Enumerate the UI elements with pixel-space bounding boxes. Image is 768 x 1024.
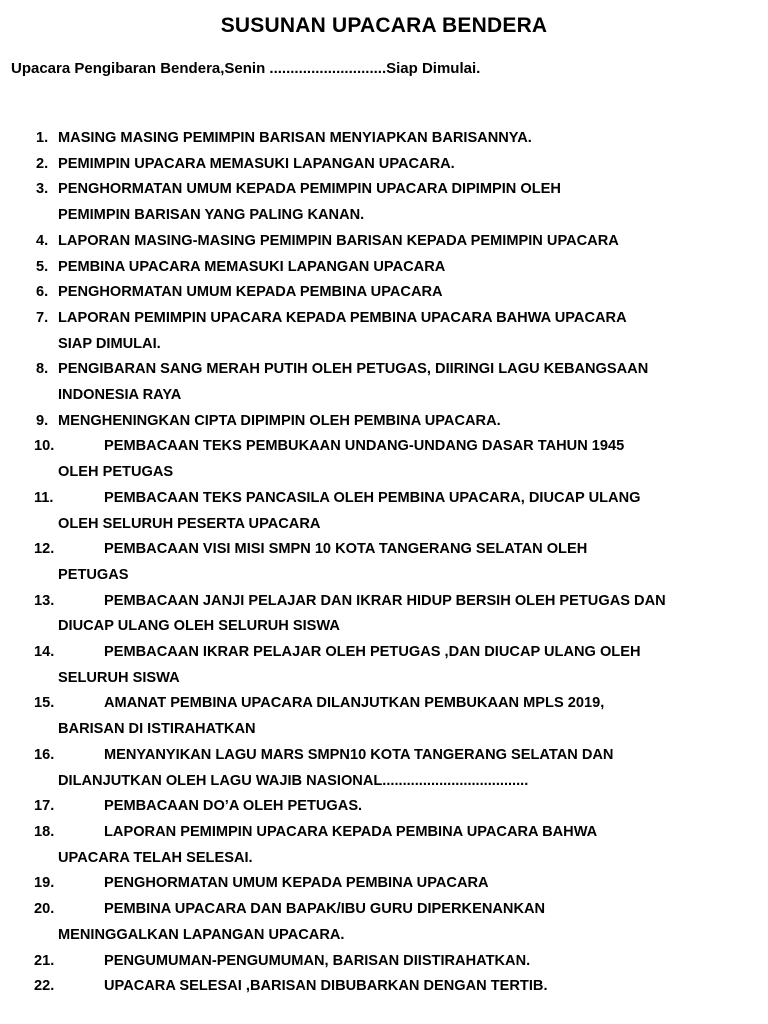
list-item <box>0 280 768 306</box>
step-number: 4. <box>36 232 49 249</box>
step-number: 21. <box>34 952 55 969</box>
step-number: 14. <box>34 644 55 661</box>
step-text: UPACARA SELESAI ,BARISAN DIBUBARKAN DENGAN TERTIB. <box>104 978 548 995</box>
list-item <box>0 897 768 948</box>
step-number: 6. <box>36 284 49 301</box>
page-title: SUSUNAN UPACARA BENDERA <box>220 14 548 37</box>
step-text: PEMBACAAN TEKS PANCASILA OLEH PEMBINA UPACARA, DIUCAP ULANG <box>104 489 641 506</box>
step-text-continued: OLEH SELURUH PESERTA UPACARA <box>58 515 321 532</box>
step-text: LAPORAN PEMIMPIN UPACARA KEPADA PEMBINA UPACARA BAHWA UPACARA <box>58 309 627 326</box>
step-text: PENGHORMATAN UMUM KEPADA PEMIMPIN UPACARA DIPIMPIN OLEH <box>58 181 561 198</box>
step-number: 18. <box>34 823 55 840</box>
step-text: PEMBACAAN DO’A OLEH PETUGAS. <box>104 798 363 815</box>
step-text: AMANAT PEMBINA UPACARA DILANJUTKAN PEMBUKAAN MPLS 2019, <box>104 695 605 712</box>
step-text-continued: DILANJUTKAN OLEH LAGU WAJIB NASIONAL.................................... <box>58 772 529 789</box>
list-item <box>0 409 768 435</box>
step-text: PENGHORMATAN UMUM KEPADA PEMBINA UPACARA <box>104 875 489 892</box>
step-text-continued: INDONESIA RAYA <box>58 387 182 404</box>
step-number: 13. <box>34 592 55 609</box>
step-number: 12. <box>34 541 55 558</box>
list-item <box>0 486 768 537</box>
list-item <box>0 691 768 742</box>
step-number: 3. <box>36 181 49 198</box>
step-text: PENGUMUMAN-PENGUMUMAN, BARISAN DIISTIRAHATKAN. <box>104 952 531 969</box>
step-number: 5. <box>36 258 49 275</box>
step-text: PENGIBARAN SANG MERAH PUTIH OLEH PETUGAS, DIIRINGI LAGU KEBANGSAAN <box>58 361 649 378</box>
step-text: MENGHENINGKAN CIPTA DIPIMPIN OLEH PEMBINA UPACARA. <box>58 412 501 429</box>
step-number: 2. <box>36 155 49 172</box>
list-item <box>0 640 768 691</box>
step-text: PEMBACAAN IKRAR PELAJAR OLEH PETUGAS ,DAN DIUCAP ULANG OLEH <box>104 644 641 661</box>
step-number: 8. <box>36 361 49 378</box>
list-item <box>0 126 768 152</box>
step-list <box>0 126 768 1000</box>
step-number: 10. <box>34 438 55 455</box>
step-text: PEMBINA UPACARA DAN BAPAK/IBU GURU DIPERKENANKAN <box>104 901 546 918</box>
step-text-continued: DIUCAP ULANG OLEH SELURUH SISWA <box>58 618 340 635</box>
step-text: PEMBACAAN JANJI PELAJAR DAN IKRAR HIDUP BERSIH OLEH PETUGAS DAN <box>104 592 666 609</box>
step-number: 19. <box>34 875 55 892</box>
step-text-continued: SELURUH SISWA <box>58 669 180 686</box>
list-item <box>0 434 768 485</box>
step-text-continued: BARISAN DI ISTIRAHATKAN <box>58 721 256 738</box>
list-item <box>0 949 768 975</box>
list-item <box>0 152 768 178</box>
list-item <box>0 743 768 794</box>
list-item <box>0 794 768 820</box>
step-number: 9. <box>36 412 49 429</box>
step-text: PEMBACAAN VISI MISI SMPN 10 KOTA TANGERANG SELATAN OLEH <box>104 541 588 558</box>
step-text: PEMIMPIN UPACARA MEMASUKI LAPANGAN UPACARA. <box>58 155 455 172</box>
step-text-continued: SIAP DIMULAI. <box>58 335 161 352</box>
step-text: LAPORAN MASING-MASING PEMIMPIN BARISAN KEPADA PEMIMPIN UPACARA <box>58 232 619 249</box>
step-text-continued: MENINGGALKAN LAPANGAN UPACARA. <box>58 926 345 943</box>
step-number: 7. <box>36 309 49 326</box>
step-text-continued: OLEH PETUGAS <box>58 464 174 481</box>
step-text: MENYANYIKAN LAGU MARS SMPN10 KOTA TANGERANG SELATAN DAN <box>104 746 614 763</box>
step-number: 15. <box>34 695 55 712</box>
list-item <box>0 357 768 408</box>
intro-line: Upacara Pengibaran Bendera,Senin ............................Siap Dimulai. <box>11 60 481 77</box>
step-text-continued: PETUGAS <box>58 566 129 583</box>
list-item <box>0 306 768 357</box>
step-number: 20. <box>34 901 55 918</box>
list-item <box>0 229 768 255</box>
list-item <box>0 820 768 871</box>
step-number: 22. <box>34 978 55 995</box>
step-text: PEMBINA UPACARA MEMASUKI LAPANGAN UPACARA <box>58 258 446 275</box>
step-text: LAPORAN PEMIMPIN UPACARA KEPADA PEMBINA UPACARA BAHWA <box>104 823 598 840</box>
list-item <box>0 255 768 281</box>
list-item <box>0 177 768 228</box>
step-text: MASING MASING PEMIMPIN BARISAN MENYIAPKAN BARISANNYA. <box>58 130 532 146</box>
list-item <box>0 871 768 897</box>
list-item <box>0 974 768 1000</box>
step-text: PEMBACAAN TEKS PEMBUKAAN UNDANG-UNDANG DASAR TAHUN 1945 <box>104 438 625 455</box>
step-number: 11. <box>34 489 54 506</box>
step-text-continued: UPACARA TELAH SELESAI. <box>58 849 253 866</box>
step-text: PENGHORMATAN UMUM KEPADA PEMBINA UPACARA <box>58 284 443 301</box>
step-number: 1. <box>36 130 49 146</box>
list-item <box>0 589 768 640</box>
step-number: 16. <box>34 746 55 763</box>
list-item <box>0 537 768 588</box>
step-number: 17. <box>34 798 55 815</box>
step-text-continued: PEMIMPIN BARISAN YANG PALING KANAN. <box>58 207 365 224</box>
